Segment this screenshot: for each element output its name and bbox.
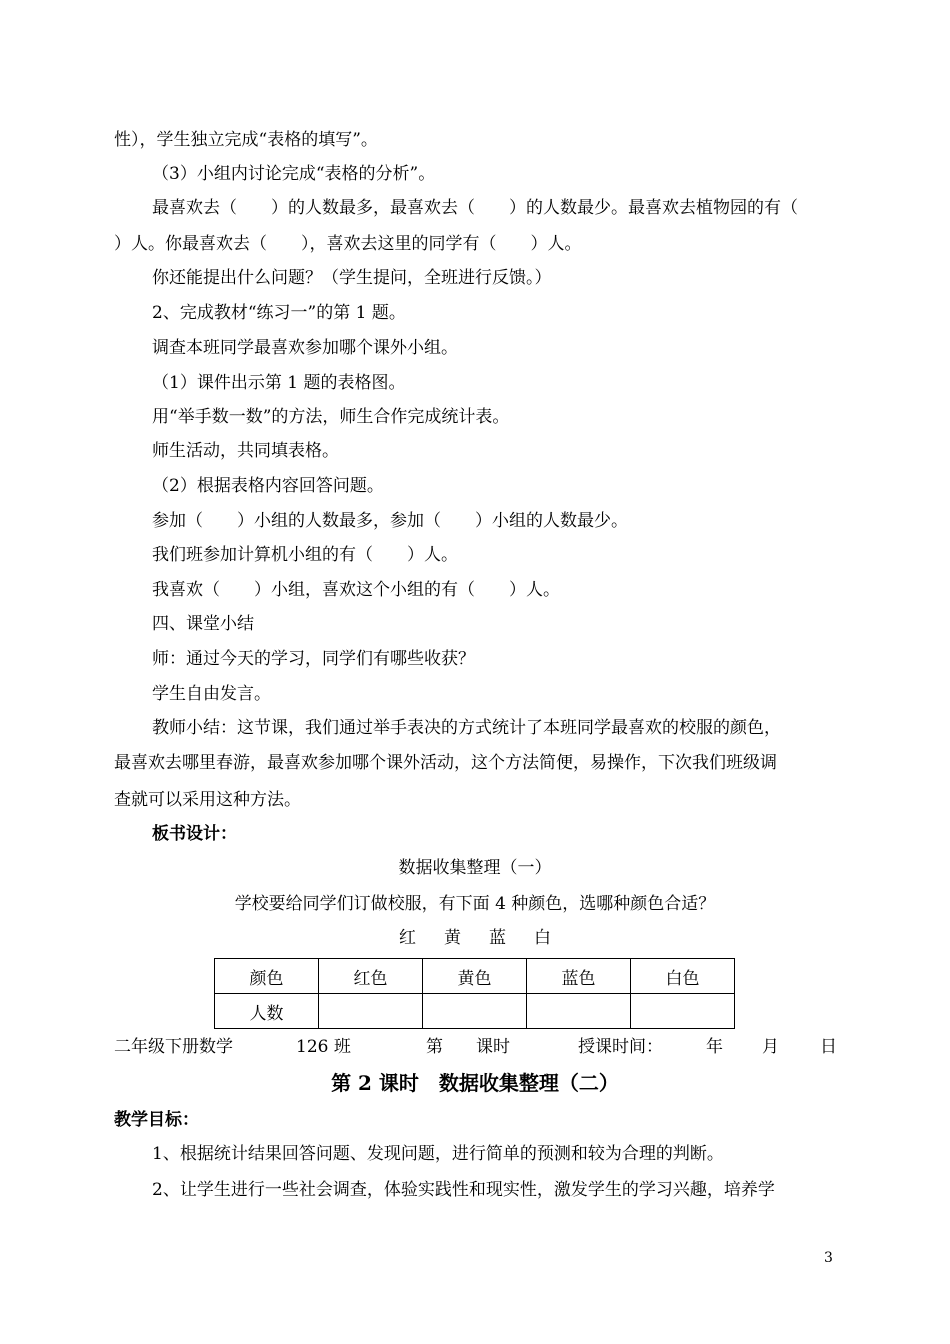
table-cell xyxy=(319,994,423,1029)
time-label: 授课时间： xyxy=(578,1037,663,1057)
period-label: 课时 xyxy=(476,1037,510,1057)
year-label: 年 xyxy=(706,1037,723,1057)
text-line: 教师小结：这节课，我们通过举手表决的方式统计了本班同学最喜欢的校服的颜色， xyxy=(152,718,781,738)
table-cell xyxy=(423,994,527,1029)
day-label: 日 xyxy=(820,1037,837,1057)
text-line: 调查本班同学最喜欢参加哪个课外小组。 xyxy=(152,338,458,358)
color-option: 红 xyxy=(399,928,416,948)
color-option: 黄 xyxy=(444,928,461,948)
color-option: 蓝 xyxy=(489,928,506,948)
color-option: 白 xyxy=(534,928,551,948)
table-cell xyxy=(631,994,735,1029)
text-line: 你还能提出什么问题？（学生提问，全班进行反馈。） xyxy=(152,268,552,288)
table-cell: 颜色 xyxy=(215,959,319,994)
text-line: 性），学生独立完成“表格的填写”。 xyxy=(114,130,378,150)
text-line: 学生自由发言。 xyxy=(152,684,271,704)
text-line: （3）小组内讨论完成“表格的分析”。 xyxy=(152,164,436,184)
text-line: 最喜欢去哪里春游，最喜欢参加哪个课外活动，这个方法简便，易操作，下次我们班级调 xyxy=(114,753,777,773)
goal-item: 1、根据统计结果回答问题、发现问题，进行简单的预测和较为合理的判断。 xyxy=(152,1144,724,1164)
goals-heading: 教学目标： xyxy=(114,1110,199,1130)
page-number: 3 xyxy=(824,1250,833,1266)
text-line: 查就可以采用这种方法。 xyxy=(114,790,301,810)
text-line: ）人。你最喜欢去（ ），喜欢去这里的同学有（ ）人。 xyxy=(114,234,582,254)
color-stat-table xyxy=(214,958,735,1029)
lesson-title: 第 2 课时 数据收集整理（二） xyxy=(331,1071,619,1095)
text-line: 最喜欢去（ ）的人数最多，最喜欢去（ ）的人数最少。最喜欢去植物园的有（ xyxy=(152,198,798,218)
lesson-info-row xyxy=(114,1036,838,1058)
text-line: （1）课件出示第 1 题的表格图。 xyxy=(152,373,406,393)
board-title: 数据收集整理（一） xyxy=(398,858,552,878)
period-prefix: 第 xyxy=(426,1037,443,1057)
section-heading: 四、课堂小结 xyxy=(152,614,254,634)
class-label: 126 班 xyxy=(296,1037,351,1057)
text-line: 师生活动，共同填表格。 xyxy=(152,441,339,461)
text-line: 2、完成教材“练习一”的第 1 题。 xyxy=(152,303,406,323)
table-cell: 人数 xyxy=(215,994,319,1029)
text-line: 参加（ ）小组的人数最多，参加（ ）小组的人数最少。 xyxy=(152,511,628,531)
text-line: 师：通过今天的学习，同学们有哪些收获？ xyxy=(152,649,475,669)
table-cell: 白色 xyxy=(631,959,735,994)
table-cell: 红色 xyxy=(319,959,423,994)
table-cell xyxy=(527,994,631,1029)
goal-item: 2、让学生进行一些社会调查，体验实践性和现实性，激发学生的学习兴趣，培养学 xyxy=(152,1180,775,1200)
grade-label: 二年级下册数学 xyxy=(114,1037,233,1057)
text-line: （2）根据表格内容回答问题。 xyxy=(152,476,384,496)
board-question: 学校要给同学们订做校服，有下面 4 种颜色，选哪种颜色合适？ xyxy=(234,894,716,914)
table-row xyxy=(215,994,735,1029)
board-design-heading: 板书设计： xyxy=(152,824,237,844)
text-line: 我喜欢（ ）小组，喜欢这个小组的有（ ）人。 xyxy=(152,580,560,600)
table-cell: 蓝色 xyxy=(527,959,631,994)
month-label: 月 xyxy=(762,1037,779,1057)
text-line: 用“举手数一数”的方法，师生合作完成统计表。 xyxy=(152,407,510,427)
table-cell: 黄色 xyxy=(423,959,527,994)
color-options xyxy=(0,927,950,949)
text-line: 我们班参加计算机小组的有（ ）人。 xyxy=(152,545,458,565)
table-row xyxy=(215,959,735,994)
